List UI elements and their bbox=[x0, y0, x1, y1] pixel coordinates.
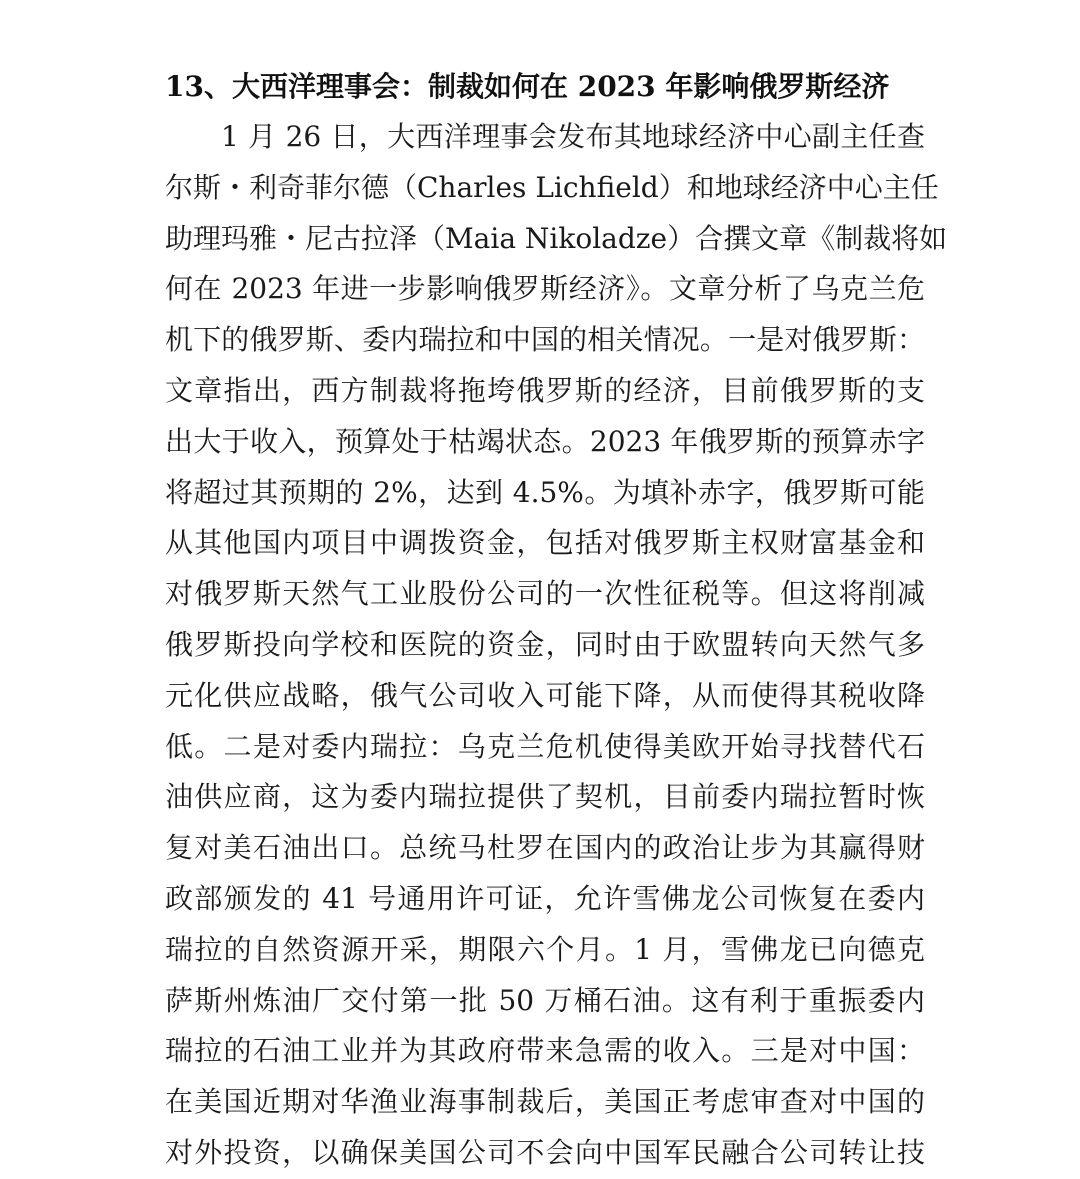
paragraph-line: 在美国近期对华渔业海事制裁后，美国正考虑审查对中国的 bbox=[165, 1085, 925, 1119]
paragraph-line: 尔斯・利奇菲尔德（Charles Lichfield）和地球经济中心主任 bbox=[165, 170, 939, 204]
paragraph-line: 油供应商，这为委内瑞拉提供了契机，目前委内瑞拉暂时恢 bbox=[165, 780, 925, 814]
section-heading: 13、大西洋理事会：制裁如何在 2023 年影响俄罗斯经济 bbox=[165, 70, 890, 103]
article-body bbox=[165, 112, 948, 1179]
paragraph-line: 何在 2023 年进一步影响俄罗斯经济》。文章分析了乌克兰危 bbox=[165, 272, 925, 306]
paragraph-line: 助理玛雅・尼古拉泽（Maia Nikoladze）合撰文章《制裁将如 bbox=[165, 221, 948, 255]
paragraph-line: 低。二是对委内瑞拉：乌克兰危机使得美欧开始寻找替代石 bbox=[165, 729, 925, 763]
paragraph-line: 俄罗斯投向学校和医院的资金，同时由于欧盟转向天然气多 bbox=[165, 627, 925, 661]
paragraph-line: 对外投资，以确保美国公司不会向中国军民融合公司转让技 bbox=[165, 1135, 925, 1169]
paragraph-line: 萨斯州炼油厂交付第一批 50 万桶石油。这有利于重振委内 bbox=[165, 983, 925, 1017]
paragraph-line: 1 月 26 日，大西洋理事会发布其地球经济中心副主任查 bbox=[221, 120, 925, 153]
paragraph-line: 将超过其预期的 2%，达到 4.5%。为填补赤字，俄罗斯可能 bbox=[165, 475, 925, 509]
paragraph-line: 元化供应战略，俄气公司收入可能下降，从而使得其税收降 bbox=[165, 678, 925, 712]
paragraph-line: 复对美石油出口。总统马杜罗在国内的政治让步为其赢得财 bbox=[165, 831, 925, 865]
paragraph-line: 瑞拉的自然资源开采，期限六个月。1 月，雪佛龙已向德克 bbox=[165, 932, 925, 966]
paragraph-line: 政部颁发的 41 号通用许可证，允许雪佛龙公司恢复在委内 bbox=[165, 881, 925, 915]
paragraph-line: 机下的俄罗斯、委内瑞拉和中国的相关情况。一是对俄罗斯： bbox=[165, 323, 925, 357]
paragraph-line: 从其他国内项目中调拨资金，包括对俄罗斯主权财富基金和 bbox=[165, 526, 925, 560]
paragraph-line: 瑞拉的石油工业并为其政府带来急需的收入。三是对中国： bbox=[165, 1034, 925, 1068]
paragraph-line: 出大于收入，预算处于枯竭状态。2023 年俄罗斯的预算赤字 bbox=[165, 424, 925, 458]
paragraph-line: 对俄罗斯天然气工业股份公司的一次性征税等。但这将削减 bbox=[165, 577, 925, 611]
paragraph-line: 文章指出，西方制裁将拖垮俄罗斯的经济，目前俄罗斯的支 bbox=[165, 373, 925, 407]
